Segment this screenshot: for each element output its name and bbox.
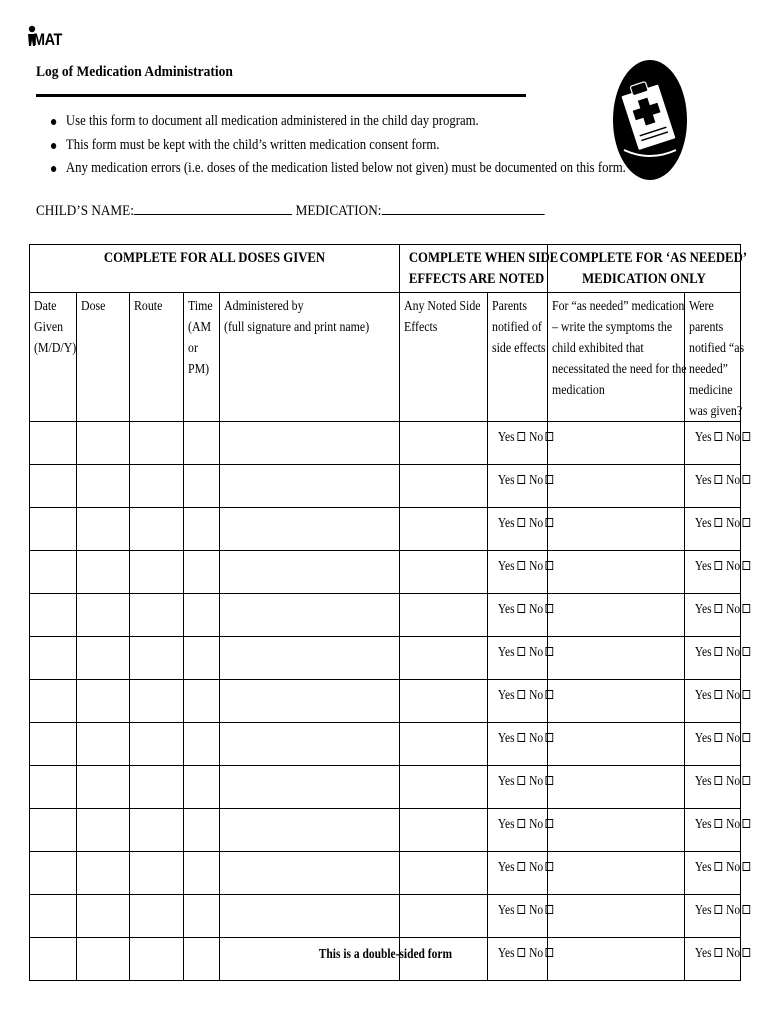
- table-row: [30, 637, 741, 680]
- col-side-effects: Any Noted Side Effects: [400, 293, 488, 422]
- cell-side-effects[interactable]: [400, 551, 488, 594]
- no-checkbox[interactable]: [546, 776, 554, 785]
- table-row: [30, 852, 741, 895]
- cell-route[interactable]: [130, 766, 184, 809]
- yes-checkbox[interactable]: [517, 518, 525, 527]
- cell-time[interactable]: [184, 766, 220, 809]
- cell-were-parents-notified: [685, 895, 741, 938]
- table-row: [30, 723, 741, 766]
- cell-date[interactable]: [30, 895, 77, 938]
- cell-dose[interactable]: [77, 465, 130, 508]
- yes-label: Yes: [694, 601, 712, 616]
- no-label: No: [529, 558, 544, 573]
- cell-route[interactable]: [130, 723, 184, 766]
- yes-checkbox[interactable]: [714, 733, 722, 742]
- cell-route[interactable]: [130, 422, 184, 465]
- instruction-item: This form must be kept with the child’s written medication consent form.: [36, 134, 626, 158]
- cell-side-effects[interactable]: [400, 637, 488, 680]
- child-name-field[interactable]: [134, 200, 292, 215]
- no-checkbox[interactable]: [546, 604, 554, 613]
- cell-side-effects[interactable]: [400, 809, 488, 852]
- cell-dose[interactable]: [77, 594, 130, 637]
- yes-checkbox[interactable]: [714, 905, 722, 914]
- cell-time[interactable]: [184, 680, 220, 723]
- cell-dose[interactable]: [77, 895, 130, 938]
- table-row: [30, 594, 741, 637]
- cell-were-parents-notified: [685, 465, 741, 508]
- cell-route[interactable]: [130, 637, 184, 680]
- cell-parents-notified: [488, 723, 548, 766]
- yes-checkbox[interactable]: [714, 518, 722, 527]
- cell-side-effects[interactable]: [400, 852, 488, 895]
- yes-label: Yes: [694, 687, 712, 702]
- cell-time[interactable]: [184, 594, 220, 637]
- cell-symptoms[interactable]: [548, 766, 685, 809]
- yes-checkbox[interactable]: [517, 432, 525, 441]
- yes-checkbox[interactable]: [714, 604, 722, 613]
- no-label: No: [529, 601, 544, 616]
- table-row: [30, 508, 741, 551]
- cell-parents-notified: [488, 551, 548, 594]
- yes-label: Yes: [497, 687, 515, 702]
- yes-label: Yes: [694, 515, 712, 530]
- cell-route[interactable]: [130, 895, 184, 938]
- col-time: Time (AM or PM): [184, 293, 220, 422]
- no-checkbox[interactable]: [743, 733, 751, 742]
- log-body: [30, 422, 741, 981]
- yes-checkbox[interactable]: [714, 690, 722, 699]
- yes-checkbox[interactable]: [517, 776, 525, 785]
- cell-were-parents-notified: [685, 551, 741, 594]
- no-checkbox[interactable]: [743, 819, 751, 828]
- no-checkbox[interactable]: [546, 862, 554, 871]
- no-checkbox[interactable]: [546, 819, 554, 828]
- cell-side-effects[interactable]: [400, 465, 488, 508]
- yes-label: Yes: [497, 902, 515, 917]
- cell-dose[interactable]: [77, 551, 130, 594]
- no-checkbox[interactable]: [546, 905, 554, 914]
- no-checkbox[interactable]: [546, 690, 554, 699]
- medication-log-table: [29, 244, 748, 981]
- no-label: No: [726, 945, 741, 960]
- no-checkbox[interactable]: [743, 690, 751, 699]
- cell-administered-by[interactable]: [220, 895, 400, 938]
- cell-symptoms[interactable]: [548, 895, 685, 938]
- cell-date[interactable]: [30, 852, 77, 895]
- logo-text: MAT: [33, 30, 62, 49]
- yes-checkbox[interactable]: [517, 690, 525, 699]
- cell-route[interactable]: [130, 809, 184, 852]
- cell-date[interactable]: [30, 551, 77, 594]
- no-checkbox[interactable]: [546, 475, 554, 484]
- instructions-list: [36, 110, 706, 181]
- title-rule: [36, 94, 526, 97]
- cell-administered-by[interactable]: [220, 809, 400, 852]
- cell-administered-by[interactable]: [220, 422, 400, 465]
- col-date-given: Date Given (M/D/Y): [30, 293, 77, 422]
- no-checkbox[interactable]: [546, 647, 554, 656]
- no-checkbox[interactable]: [743, 475, 751, 484]
- cell-symptoms[interactable]: [548, 680, 685, 723]
- yes-label: Yes: [694, 472, 712, 487]
- yes-label: Yes: [497, 601, 515, 616]
- cell-date[interactable]: [30, 465, 77, 508]
- no-checkbox[interactable]: [546, 432, 554, 441]
- cell-dose[interactable]: [77, 723, 130, 766]
- cell-were-parents-notified: [685, 680, 741, 723]
- no-label: No: [529, 429, 544, 444]
- cell-time[interactable]: [184, 852, 220, 895]
- no-label: No: [726, 859, 741, 874]
- no-checkbox[interactable]: [743, 862, 751, 871]
- page-title: Log of Medication Administration: [36, 64, 233, 80]
- cell-symptoms[interactable]: [548, 809, 685, 852]
- yes-label: Yes: [694, 730, 712, 745]
- cell-side-effects[interactable]: [400, 594, 488, 637]
- yes-checkbox[interactable]: [517, 905, 525, 914]
- yes-checkbox[interactable]: [517, 475, 525, 484]
- cell-parents-notified: [488, 465, 548, 508]
- cell-time[interactable]: [184, 422, 220, 465]
- yes-checkbox[interactable]: [517, 647, 525, 656]
- cell-side-effects[interactable]: [400, 422, 488, 465]
- cell-were-parents-notified: [685, 422, 741, 465]
- cell-route[interactable]: [130, 551, 184, 594]
- cell-administered-by[interactable]: [220, 766, 400, 809]
- cell-dose[interactable]: [77, 637, 130, 680]
- cell-route[interactable]: [130, 465, 184, 508]
- cell-side-effects[interactable]: [400, 766, 488, 809]
- cell-administered-by[interactable]: [220, 508, 400, 551]
- no-label: No: [529, 816, 544, 831]
- yes-label: Yes: [694, 859, 712, 874]
- cell-parents-notified: [488, 508, 548, 551]
- yes-checkbox[interactable]: [714, 561, 722, 570]
- yes-label: Yes: [497, 816, 515, 831]
- cell-parents-notified: [488, 422, 548, 465]
- yes-label: Yes: [694, 902, 712, 917]
- yes-checkbox[interactable]: [517, 862, 525, 871]
- col-parents-notified: Parents notified of side effects: [488, 293, 548, 422]
- table-row: [30, 766, 741, 809]
- cell-time[interactable]: [184, 809, 220, 852]
- col-route: Route: [130, 293, 184, 422]
- cell-symptoms[interactable]: [548, 723, 685, 766]
- no-label: No: [726, 816, 741, 831]
- yes-label: Yes: [497, 472, 515, 487]
- col-administered-by: Administered by (full signature and print name): [220, 293, 400, 422]
- yes-label: Yes: [694, 644, 712, 659]
- cell-administered-by[interactable]: [220, 594, 400, 637]
- cell-symptoms[interactable]: [548, 508, 685, 551]
- no-label: No: [529, 859, 544, 874]
- no-label: No: [529, 644, 544, 659]
- no-checkbox[interactable]: [743, 776, 751, 785]
- yes-checkbox[interactable]: [517, 561, 525, 570]
- cell-parents-notified: [488, 594, 548, 637]
- header-fields: [36, 200, 544, 220]
- no-label: No: [529, 472, 544, 487]
- cell-administered-by[interactable]: [220, 551, 400, 594]
- no-checkbox[interactable]: [743, 604, 751, 613]
- no-label: No: [529, 730, 544, 745]
- yes-label: Yes: [497, 730, 515, 745]
- cell-time[interactable]: [184, 637, 220, 680]
- table-row: [30, 680, 741, 723]
- yes-label: Yes: [497, 945, 515, 960]
- cell-date[interactable]: [30, 680, 77, 723]
- cell-side-effects[interactable]: [400, 680, 488, 723]
- no-label: No: [726, 644, 741, 659]
- instruction-item: Any medication errors (i.e. doses of the medication listed below not given) must be documented on this form.: [36, 157, 626, 181]
- cell-date[interactable]: [30, 637, 77, 680]
- cell-administered-by[interactable]: [220, 637, 400, 680]
- cell-parents-notified: [488, 766, 548, 809]
- yes-checkbox[interactable]: [714, 647, 722, 656]
- yes-checkbox[interactable]: [517, 819, 525, 828]
- cell-parents-notified: [488, 680, 548, 723]
- cell-were-parents-notified: [685, 637, 741, 680]
- no-checkbox[interactable]: [743, 647, 751, 656]
- col-dose: Dose: [77, 293, 130, 422]
- cell-dose[interactable]: [77, 852, 130, 895]
- cell-administered-by[interactable]: [220, 852, 400, 895]
- section-all-doses: COMPLETE FOR ALL DOSES GIVEN: [30, 245, 400, 293]
- no-checkbox[interactable]: [743, 905, 751, 914]
- section-header-row: [30, 245, 741, 293]
- section-side-effects: COMPLETE WHEN SIDE EFFECTS ARE NOTED: [400, 245, 548, 293]
- cell-symptoms[interactable]: [548, 852, 685, 895]
- cell-symptoms[interactable]: [548, 422, 685, 465]
- cell-date[interactable]: [30, 766, 77, 809]
- footer-note: This is a double-sided form: [318, 946, 452, 961]
- cell-were-parents-notified: [685, 852, 741, 895]
- yes-label: Yes: [694, 945, 712, 960]
- cell-date[interactable]: [30, 723, 77, 766]
- cell-time[interactable]: [184, 723, 220, 766]
- yes-label: Yes: [497, 429, 515, 444]
- cell-dose[interactable]: [77, 508, 130, 551]
- cell-parents-notified: [488, 852, 548, 895]
- yes-label: Yes: [497, 859, 515, 874]
- no-checkbox[interactable]: [743, 561, 751, 570]
- cell-side-effects[interactable]: [400, 508, 488, 551]
- col-were-parents-notified: Were parents notified “as needed” medicine was given?: [685, 293, 741, 422]
- cell-were-parents-notified: [685, 723, 741, 766]
- no-label: No: [529, 687, 544, 702]
- cell-route[interactable]: [130, 852, 184, 895]
- no-label: No: [726, 601, 741, 616]
- no-label: No: [529, 945, 544, 960]
- yes-checkbox[interactable]: [714, 862, 722, 871]
- cell-time[interactable]: [184, 895, 220, 938]
- table-row: [30, 422, 741, 465]
- cell-administered-by[interactable]: [220, 723, 400, 766]
- table-row: [30, 465, 741, 508]
- cell-symptoms[interactable]: [548, 465, 685, 508]
- no-label: No: [726, 429, 741, 444]
- medication-field[interactable]: [381, 200, 544, 215]
- col-symptoms: For “as needed” medication – write the symptoms the child exhibited that necessitated the need for the medication: [548, 293, 685, 422]
- medication-label: MEDICATION:: [295, 203, 382, 219]
- no-label: No: [726, 515, 741, 530]
- cell-time[interactable]: [184, 551, 220, 594]
- no-checkbox[interactable]: [743, 518, 751, 527]
- no-checkbox[interactable]: [546, 561, 554, 570]
- yes-label: Yes: [694, 816, 712, 831]
- yes-checkbox[interactable]: [714, 432, 722, 441]
- table-row: [30, 895, 741, 938]
- cell-route[interactable]: [130, 508, 184, 551]
- cell-date[interactable]: [30, 809, 77, 852]
- child-name-label: CHILD’S NAME:: [36, 203, 134, 219]
- yes-label: Yes: [694, 558, 712, 573]
- cell-symptoms[interactable]: [548, 637, 685, 680]
- no-label: No: [529, 515, 544, 530]
- cell-date[interactable]: [30, 422, 77, 465]
- table-row: [30, 551, 741, 594]
- no-label: No: [529, 773, 544, 788]
- yes-label: Yes: [694, 429, 712, 444]
- no-checkbox[interactable]: [546, 733, 554, 742]
- cell-time[interactable]: [184, 465, 220, 508]
- yes-label: Yes: [497, 773, 515, 788]
- no-label: No: [726, 902, 741, 917]
- cell-dose[interactable]: [77, 766, 130, 809]
- yes-label: Yes: [497, 644, 515, 659]
- yes-checkbox[interactable]: [714, 475, 722, 484]
- no-label: No: [726, 773, 741, 788]
- cell-were-parents-notified: [685, 766, 741, 809]
- cell-were-parents-notified: [685, 809, 741, 852]
- cell-date[interactable]: [30, 594, 77, 637]
- cell-symptoms[interactable]: [548, 594, 685, 637]
- cell-parents-notified: [488, 809, 548, 852]
- no-label: No: [726, 687, 741, 702]
- yes-checkbox[interactable]: [714, 776, 722, 785]
- cell-dose[interactable]: [77, 680, 130, 723]
- yes-checkbox[interactable]: [714, 819, 722, 828]
- cell-route[interactable]: [130, 680, 184, 723]
- cell-administered-by[interactable]: [220, 465, 400, 508]
- no-checkbox[interactable]: [546, 518, 554, 527]
- yes-checkbox[interactable]: [517, 733, 525, 742]
- yes-label: Yes: [694, 773, 712, 788]
- column-header-row: [30, 293, 741, 422]
- cell-dose[interactable]: [77, 422, 130, 465]
- no-checkbox[interactable]: [743, 432, 751, 441]
- cell-dose[interactable]: [77, 809, 130, 852]
- cell-symptoms[interactable]: [548, 551, 685, 594]
- instruction-item: Use this form to document all medication administered in the child day program.: [36, 110, 626, 134]
- no-label: No: [726, 730, 741, 745]
- yes-label: Yes: [497, 515, 515, 530]
- no-label: No: [726, 472, 741, 487]
- no-label: No: [726, 558, 741, 573]
- section-as-needed: COMPLETE FOR ‘AS NEEDED’ MEDICATION ONLY: [548, 245, 741, 293]
- cell-administered-by[interactable]: [220, 680, 400, 723]
- cell-time[interactable]: [184, 508, 220, 551]
- yes-checkbox[interactable]: [517, 604, 525, 613]
- cell-parents-notified: [488, 637, 548, 680]
- cell-side-effects[interactable]: [400, 723, 488, 766]
- cell-were-parents-notified: [685, 594, 741, 637]
- table-row: [30, 809, 741, 852]
- cell-route[interactable]: [130, 594, 184, 637]
- cell-date[interactable]: [30, 508, 77, 551]
- yes-label: Yes: [497, 558, 515, 573]
- cell-parents-notified: [488, 895, 548, 938]
- cell-were-parents-notified: [685, 508, 741, 551]
- no-label: No: [529, 902, 544, 917]
- cell-side-effects[interactable]: [400, 895, 488, 938]
